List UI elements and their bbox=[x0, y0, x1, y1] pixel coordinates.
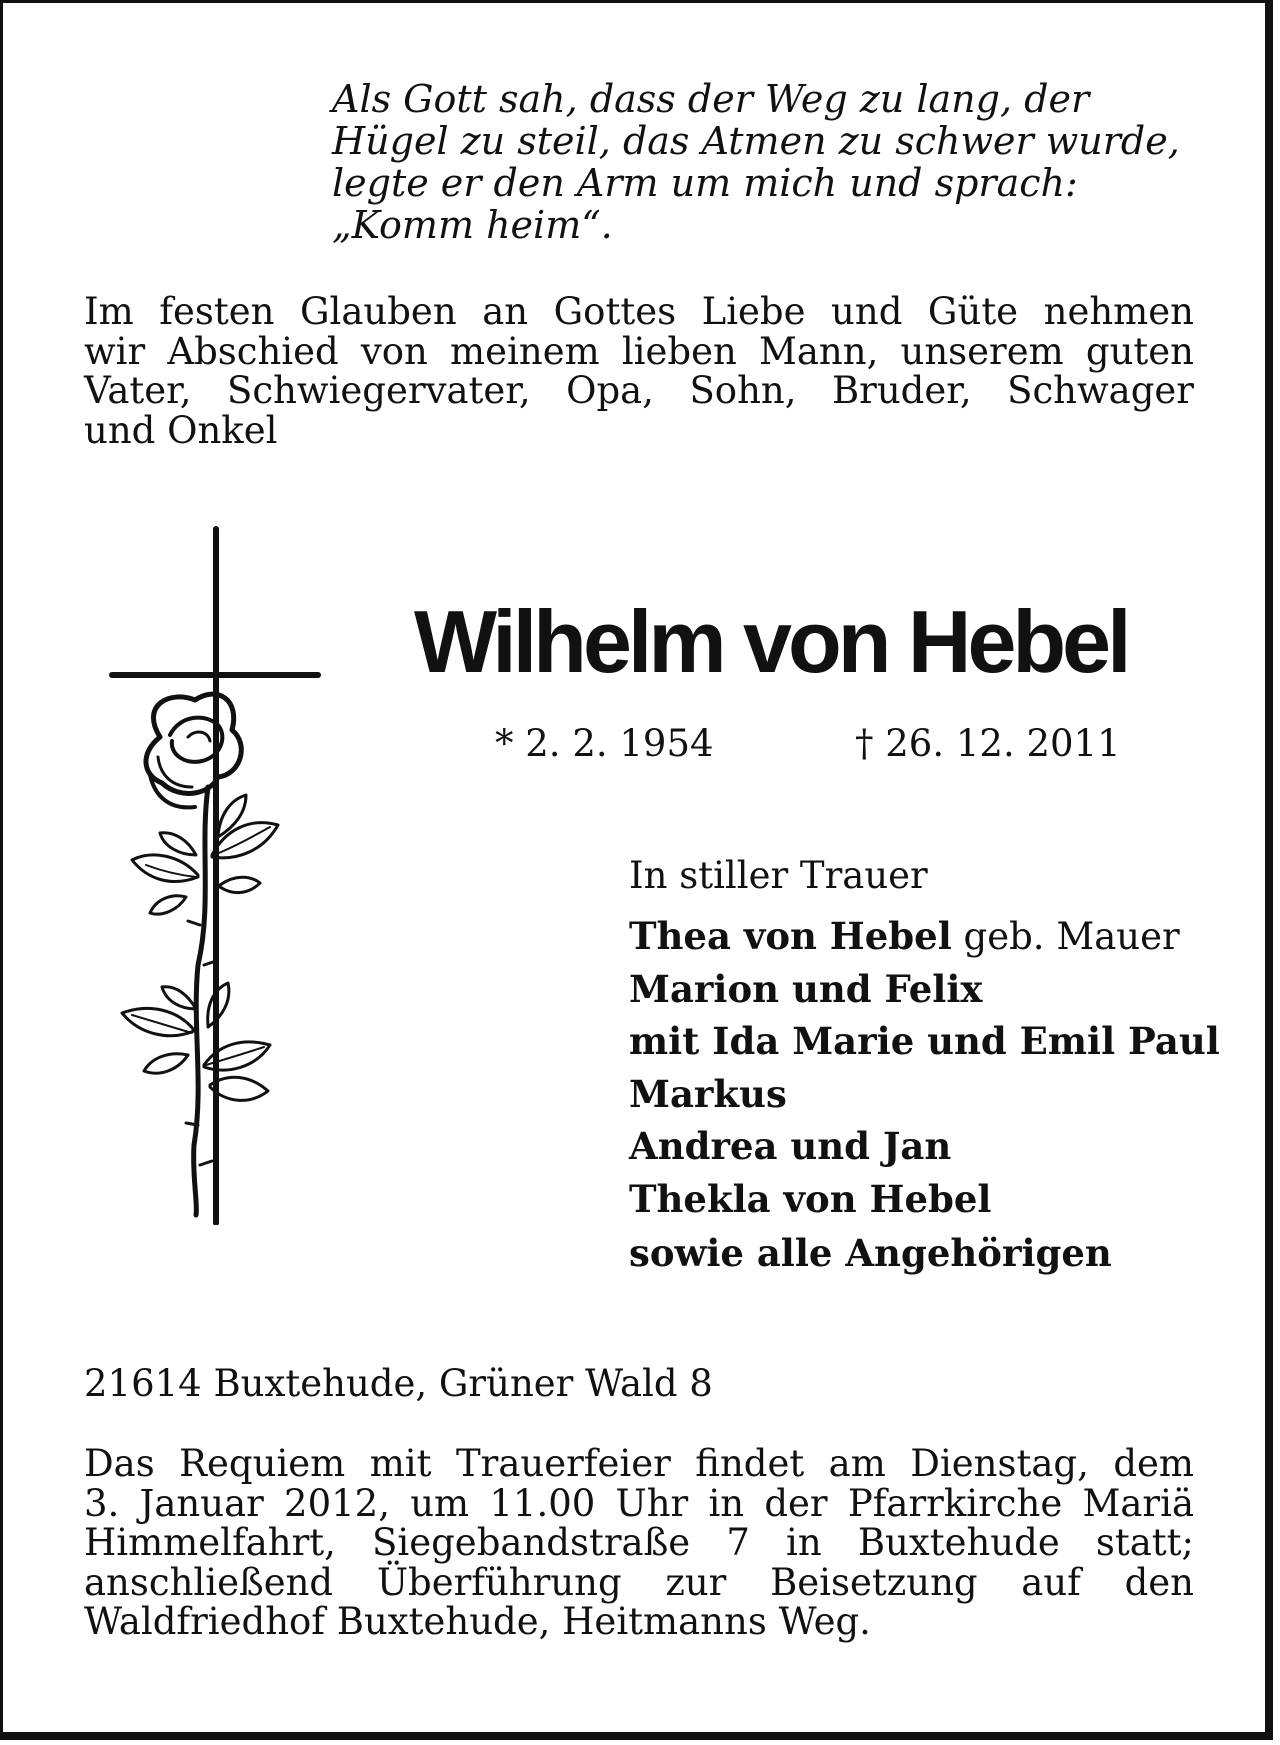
address: 21614 Buxtehude, Grüner Wald 8 bbox=[84, 1362, 713, 1405]
mourner-line bbox=[629, 1231, 1112, 1275]
motto-line: Als Gott sah, dass der Weg zu lang, der bbox=[332, 77, 1090, 121]
intro-line: und Onkel bbox=[84, 408, 278, 452]
widow-maiden-name: geb. Mauer bbox=[951, 915, 1180, 958]
service-line: Das Requiem mit Trauerfeier findet am Dienstag, dem bbox=[84, 1442, 1194, 1485]
mourner-name: Thekla von Hebel bbox=[629, 1177, 992, 1221]
mourner-name: Marion und Felix bbox=[629, 967, 983, 1011]
mourner-line bbox=[629, 1019, 1220, 1063]
service-paragraph bbox=[84, 1444, 1194, 1642]
motto-line: Hügel zu steil, das Atmen zu schwer wurde, bbox=[332, 119, 1180, 163]
mourner-line bbox=[629, 967, 982, 1011]
widow-line bbox=[629, 914, 1180, 958]
service-line: 3. Januar 2012, um 11.00 Uhr in der Pfarrkirche Mariä bbox=[84, 1481, 1194, 1525]
mourner-name: mit Ida Marie und Emil Paul bbox=[629, 1019, 1220, 1063]
birth-date: * 2. 2. 1954 bbox=[495, 722, 714, 765]
service-line: Himmelfahrt, Siegebandstraße 7 in Buxtehude statt; bbox=[84, 1521, 1194, 1564]
motto-line: „Komm heim“. bbox=[332, 203, 613, 247]
mourner-name: Markus bbox=[629, 1072, 787, 1116]
intro-paragraph bbox=[84, 292, 1194, 450]
mourner-line bbox=[629, 1072, 787, 1116]
intro-line: Vater, Schwiegervater, Opa, Sohn, Bruder, Schwager bbox=[84, 369, 1194, 412]
service-line: anschließend Überführung zur Beisetzung auf den bbox=[84, 1560, 1194, 1604]
mourner-name: sowie alle Angehörigen bbox=[629, 1231, 1112, 1275]
mourner-line bbox=[629, 1124, 951, 1168]
deceased-name: Wilhelm von Hebel bbox=[414, 592, 1128, 691]
service-line: Waldfriedhof Buxtehude, Heitmanns Weg. bbox=[84, 1600, 871, 1643]
widow-name: Thea von Hebel bbox=[629, 914, 952, 958]
motto-line: legte er den Arm um mich und sprach: bbox=[332, 161, 1078, 205]
mourner-name: Andrea und Jan bbox=[629, 1124, 952, 1168]
mourner-line bbox=[629, 1177, 991, 1221]
cross-with-rose-icon bbox=[100, 525, 330, 1225]
intro-line: Im festen Glauben an Gottes Liebe und Güte nehmen bbox=[84, 290, 1194, 333]
mourning-heading: In stiller Trauer bbox=[629, 854, 928, 897]
intro-line: wir Abschied von meinem lieben Mann, unserem guten bbox=[84, 329, 1194, 373]
death-date: † 26. 12. 2011 bbox=[855, 722, 1121, 765]
motto-quote bbox=[332, 78, 1180, 246]
